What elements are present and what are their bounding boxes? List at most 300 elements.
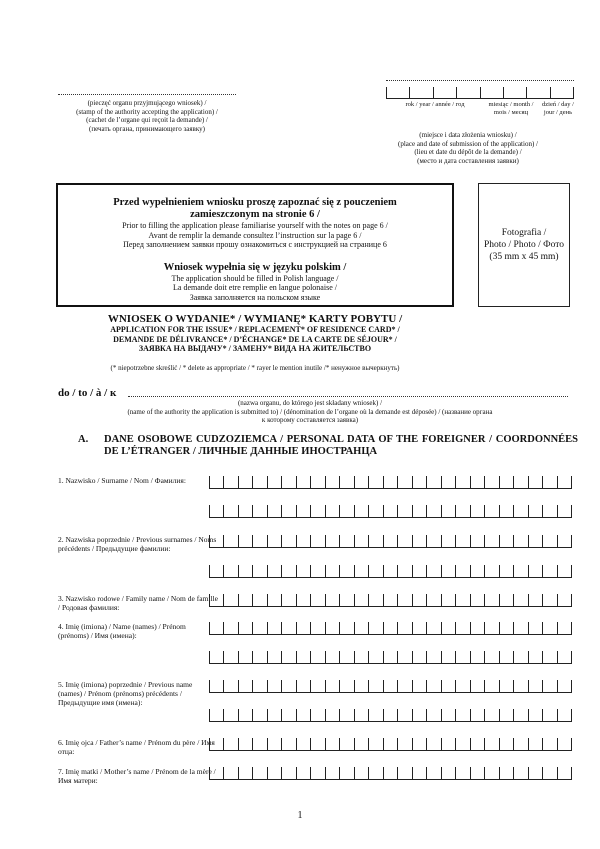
character-cell[interactable]	[383, 680, 397, 693]
character-cell[interactable]	[383, 505, 397, 518]
character-cell[interactable]	[499, 535, 513, 548]
character-cell[interactable]	[281, 622, 295, 635]
character-cell[interactable]	[281, 738, 295, 751]
character-cell[interactable]	[209, 680, 223, 693]
character-cell[interactable]	[252, 505, 266, 518]
addressee-input-line[interactable]	[128, 396, 568, 397]
character-cell[interactable]	[238, 738, 252, 751]
character-cell[interactable]	[499, 709, 513, 722]
character-cell[interactable]	[397, 565, 411, 578]
character-cell[interactable]	[209, 505, 223, 518]
character-cell[interactable]	[455, 767, 469, 780]
previous-names-grid-row-1[interactable]	[209, 680, 572, 693]
character-cell[interactable]	[325, 709, 339, 722]
character-cell[interactable]	[455, 535, 469, 548]
character-cell[interactable]	[209, 476, 223, 489]
character-cell[interactable]	[455, 709, 469, 722]
character-cell[interactable]	[397, 680, 411, 693]
character-cell[interactable]	[267, 767, 281, 780]
character-cell[interactable]	[513, 535, 527, 548]
character-cell[interactable]	[252, 594, 266, 607]
character-cell[interactable]	[325, 505, 339, 518]
character-cell[interactable]	[281, 767, 295, 780]
character-cell[interactable]	[528, 505, 542, 518]
character-cell[interactable]	[368, 709, 382, 722]
character-cell[interactable]	[528, 622, 542, 635]
character-cell[interactable]	[252, 622, 266, 635]
character-cell[interactable]	[557, 505, 572, 518]
character-cell[interactable]	[354, 476, 368, 489]
place-line[interactable]	[386, 80, 574, 81]
character-cell[interactable]	[339, 738, 353, 751]
character-cell[interactable]	[528, 565, 542, 578]
character-cell[interactable]	[296, 767, 310, 780]
character-cell[interactable]	[484, 535, 498, 548]
character-cell[interactable]	[383, 767, 397, 780]
character-cell[interactable]	[310, 680, 324, 693]
character-cell[interactable]	[209, 535, 223, 548]
character-cell[interactable]	[281, 709, 295, 722]
character-cell[interactable]	[470, 680, 484, 693]
character-cell[interactable]	[470, 565, 484, 578]
character-cell[interactable]	[557, 709, 572, 722]
character-cell[interactable]	[513, 767, 527, 780]
character-cell[interactable]	[542, 709, 556, 722]
character-cell[interactable]	[368, 565, 382, 578]
character-cell[interactable]	[455, 476, 469, 489]
year-digit-box[interactable]	[433, 87, 456, 99]
character-cell[interactable]	[339, 709, 353, 722]
character-cell[interactable]	[542, 565, 556, 578]
character-cell[interactable]	[354, 709, 368, 722]
character-cell[interactable]	[252, 680, 266, 693]
character-cell[interactable]	[296, 651, 310, 664]
character-cell[interactable]	[528, 476, 542, 489]
character-cell[interactable]	[426, 565, 440, 578]
character-cell[interactable]	[383, 565, 397, 578]
character-cell[interactable]	[223, 476, 237, 489]
character-cell[interactable]	[542, 651, 556, 664]
character-cell[interactable]	[470, 767, 484, 780]
character-cell[interactable]	[513, 680, 527, 693]
character-cell[interactable]	[209, 651, 223, 664]
character-cell[interactable]	[310, 535, 324, 548]
day-digit-box[interactable]	[526, 87, 549, 99]
character-cell[interactable]	[325, 535, 339, 548]
character-cell[interactable]	[238, 476, 252, 489]
character-cell[interactable]	[339, 535, 353, 548]
year-digit-box[interactable]	[456, 87, 479, 99]
character-cell[interactable]	[267, 476, 281, 489]
character-cell[interactable]	[383, 535, 397, 548]
surname-grid-row-2[interactable]	[209, 505, 572, 518]
character-cell[interactable]	[557, 738, 572, 751]
character-cell[interactable]	[223, 738, 237, 751]
character-cell[interactable]	[238, 680, 252, 693]
character-cell[interactable]	[223, 505, 237, 518]
character-cell[interactable]	[325, 476, 339, 489]
character-cell[interactable]	[325, 738, 339, 751]
character-cell[interactable]	[441, 680, 455, 693]
field-label-father-name: 6. Imię ojca / Father’s name / Prénom du père / Имя отца:	[58, 738, 215, 756]
character-cell[interactable]	[484, 738, 498, 751]
character-cell[interactable]	[325, 594, 339, 607]
character-cell[interactable]	[310, 738, 324, 751]
character-cell[interactable]	[281, 476, 295, 489]
surname-grid-row-1[interactable]	[209, 476, 572, 489]
character-cell[interactable]	[296, 565, 310, 578]
day-digit-box[interactable]	[550, 87, 574, 99]
character-cell[interactable]	[484, 651, 498, 664]
character-cell[interactable]	[426, 594, 440, 607]
character-cell[interactable]	[412, 651, 426, 664]
character-cell[interactable]	[281, 651, 295, 664]
character-cell[interactable]	[252, 476, 266, 489]
character-cell[interactable]	[383, 651, 397, 664]
character-cell[interactable]	[296, 476, 310, 489]
character-cell[interactable]	[267, 565, 281, 578]
character-cell[interactable]	[267, 651, 281, 664]
character-cell[interactable]	[209, 767, 223, 780]
character-cell[interactable]	[325, 767, 339, 780]
character-cell[interactable]	[238, 505, 252, 518]
character-cell[interactable]	[412, 622, 426, 635]
character-cell[interactable]	[325, 651, 339, 664]
character-cell[interactable]	[267, 505, 281, 518]
character-cell[interactable]	[339, 680, 353, 693]
character-cell[interactable]	[412, 709, 426, 722]
character-cell[interactable]	[281, 535, 295, 548]
character-cell[interactable]	[281, 680, 295, 693]
character-cell[interactable]	[339, 505, 353, 518]
character-cell[interactable]	[441, 767, 455, 780]
character-cell[interactable]	[296, 680, 310, 693]
character-cell[interactable]	[368, 738, 382, 751]
character-cell[interactable]	[470, 709, 484, 722]
character-cell[interactable]	[223, 594, 237, 607]
character-cell[interactable]	[412, 535, 426, 548]
character-cell[interactable]	[368, 594, 382, 607]
character-cell[interactable]	[557, 651, 572, 664]
character-cell[interactable]	[412, 505, 426, 518]
character-cell[interactable]	[310, 594, 324, 607]
character-cell[interactable]	[310, 476, 324, 489]
character-cell[interactable]	[499, 767, 513, 780]
character-cell[interactable]	[238, 709, 252, 722]
character-cell[interactable]	[499, 622, 513, 635]
character-cell[interactable]	[557, 680, 572, 693]
character-cell[interactable]	[209, 709, 223, 722]
character-cell[interactable]	[528, 767, 542, 780]
character-cell[interactable]	[557, 565, 572, 578]
date-boxes[interactable]	[386, 87, 574, 99]
character-cell[interactable]	[310, 767, 324, 780]
character-cell[interactable]	[470, 476, 484, 489]
character-cell[interactable]	[310, 709, 324, 722]
character-cell[interactable]	[296, 505, 310, 518]
character-cell[interactable]	[455, 738, 469, 751]
character-cell[interactable]	[354, 505, 368, 518]
character-cell[interactable]	[499, 738, 513, 751]
mother-name-grid-row[interactable]	[209, 767, 572, 780]
character-cell[interactable]	[441, 476, 455, 489]
character-cell[interactable]	[339, 594, 353, 607]
character-cell[interactable]	[513, 594, 527, 607]
character-cell[interactable]	[499, 565, 513, 578]
character-cell[interactable]	[426, 680, 440, 693]
character-cell[interactable]	[339, 767, 353, 780]
previous-names-grid-row-2[interactable]	[209, 709, 572, 722]
character-cell[interactable]	[484, 594, 498, 607]
character-cell[interactable]	[528, 738, 542, 751]
character-cell[interactable]	[223, 535, 237, 548]
character-cell[interactable]	[354, 767, 368, 780]
family-name-grid-row[interactable]	[209, 594, 572, 607]
character-cell[interactable]	[542, 505, 556, 518]
character-cell[interactable]	[310, 505, 324, 518]
character-cell[interactable]	[513, 565, 527, 578]
character-cell[interactable]	[238, 565, 252, 578]
character-cell[interactable]	[252, 535, 266, 548]
character-cell[interactable]	[528, 651, 542, 664]
character-cell[interactable]	[368, 767, 382, 780]
character-cell[interactable]	[223, 622, 237, 635]
character-cell[interactable]	[397, 767, 411, 780]
character-cell[interactable]	[484, 505, 498, 518]
character-cell[interactable]	[470, 535, 484, 548]
character-cell[interactable]	[455, 680, 469, 693]
character-cell[interactable]	[209, 565, 223, 578]
character-cell[interactable]	[513, 709, 527, 722]
character-cell[interactable]	[281, 505, 295, 518]
character-cell[interactable]	[252, 738, 266, 751]
character-cell[interactable]	[354, 622, 368, 635]
names-grid-row-1[interactable]	[209, 622, 572, 635]
character-cell[interactable]	[484, 565, 498, 578]
character-cell[interactable]	[513, 476, 527, 489]
character-cell[interactable]	[325, 622, 339, 635]
character-cell[interactable]	[281, 594, 295, 607]
character-cell[interactable]	[470, 594, 484, 607]
year-digit-box[interactable]	[409, 87, 432, 99]
character-cell[interactable]	[470, 505, 484, 518]
character-cell[interactable]	[455, 505, 469, 518]
character-cell[interactable]	[310, 565, 324, 578]
character-cell[interactable]	[557, 594, 572, 607]
character-cell[interactable]	[209, 594, 223, 607]
character-cell[interactable]	[223, 565, 237, 578]
character-cell[interactable]	[238, 767, 252, 780]
character-cell[interactable]	[441, 535, 455, 548]
character-cell[interactable]	[441, 622, 455, 635]
character-cell[interactable]	[325, 565, 339, 578]
character-cell[interactable]	[557, 767, 572, 780]
character-cell[interactable]	[484, 709, 498, 722]
character-cell[interactable]	[383, 476, 397, 489]
character-cell[interactable]	[354, 738, 368, 751]
character-cell[interactable]	[383, 709, 397, 722]
character-cell[interactable]	[238, 622, 252, 635]
character-cell[interactable]	[412, 738, 426, 751]
character-cell[interactable]	[223, 709, 237, 722]
character-cell[interactable]	[223, 767, 237, 780]
character-cell[interactable]	[412, 680, 426, 693]
character-cell[interactable]	[441, 738, 455, 751]
names-grid-row-2[interactable]	[209, 651, 572, 664]
character-cell[interactable]	[296, 622, 310, 635]
character-cell[interactable]	[368, 622, 382, 635]
character-cell[interactable]	[528, 594, 542, 607]
character-cell[interactable]	[455, 622, 469, 635]
character-cell[interactable]	[397, 622, 411, 635]
character-cell[interactable]	[426, 738, 440, 751]
father-name-grid-row[interactable]	[209, 738, 572, 751]
character-cell[interactable]	[368, 651, 382, 664]
character-cell[interactable]	[368, 505, 382, 518]
character-cell[interactable]	[528, 680, 542, 693]
character-cell[interactable]	[296, 738, 310, 751]
character-cell[interactable]	[557, 535, 572, 548]
field-label-family-name: 3. Nazwisko rodowe / Family name / Nom de famille / Родовая фамилия:	[58, 594, 218, 612]
character-cell[interactable]	[470, 738, 484, 751]
character-cell[interactable]	[252, 767, 266, 780]
month-digit-box[interactable]	[503, 87, 526, 99]
character-cell[interactable]	[310, 622, 324, 635]
character-cell[interactable]	[542, 476, 556, 489]
character-cell[interactable]	[426, 505, 440, 518]
character-cell[interactable]	[252, 709, 266, 722]
character-cell[interactable]	[455, 594, 469, 607]
character-cell[interactable]	[412, 476, 426, 489]
character-cell[interactable]	[397, 535, 411, 548]
character-cell[interactable]	[339, 651, 353, 664]
character-cell[interactable]	[513, 622, 527, 635]
character-cell[interactable]	[252, 651, 266, 664]
character-cell[interactable]	[383, 594, 397, 607]
character-cell[interactable]	[441, 565, 455, 578]
previous-surnames-grid-row-2[interactable]	[209, 565, 572, 578]
character-cell[interactable]	[281, 565, 295, 578]
character-cell[interactable]	[412, 594, 426, 607]
character-cell[interactable]	[296, 594, 310, 607]
character-cell[interactable]	[557, 622, 572, 635]
character-cell[interactable]	[354, 535, 368, 548]
character-cell[interactable]	[426, 476, 440, 489]
character-cell[interactable]	[542, 594, 556, 607]
character-cell[interactable]	[209, 738, 223, 751]
character-cell[interactable]	[426, 651, 440, 664]
character-cell[interactable]	[339, 622, 353, 635]
character-cell[interactable]	[325, 680, 339, 693]
character-cell[interactable]	[397, 651, 411, 664]
character-cell[interactable]	[238, 535, 252, 548]
character-cell[interactable]	[542, 535, 556, 548]
character-cell[interactable]	[412, 767, 426, 780]
character-cell[interactable]	[528, 709, 542, 722]
character-cell[interactable]	[310, 651, 324, 664]
character-cell[interactable]	[484, 476, 498, 489]
character-cell[interactable]	[354, 594, 368, 607]
character-cell[interactable]	[542, 738, 556, 751]
character-cell[interactable]	[354, 680, 368, 693]
character-cell[interactable]	[513, 505, 527, 518]
character-cell[interactable]	[513, 738, 527, 751]
character-cell[interactable]	[542, 680, 556, 693]
character-cell[interactable]	[267, 622, 281, 635]
character-cell[interactable]	[267, 594, 281, 607]
character-cell[interactable]	[441, 594, 455, 607]
character-cell[interactable]	[441, 709, 455, 722]
character-cell[interactable]	[455, 651, 469, 664]
character-cell[interactable]	[296, 535, 310, 548]
previous-surnames-grid-row-1[interactable]	[209, 535, 572, 548]
character-cell[interactable]	[252, 565, 266, 578]
character-cell[interactable]	[426, 709, 440, 722]
character-cell[interactable]	[339, 565, 353, 578]
character-cell[interactable]	[499, 505, 513, 518]
character-cell[interactable]	[426, 767, 440, 780]
character-cell[interactable]	[354, 565, 368, 578]
character-cell[interactable]	[426, 622, 440, 635]
character-cell[interactable]	[383, 622, 397, 635]
character-cell[interactable]	[412, 565, 426, 578]
character-cell[interactable]	[267, 709, 281, 722]
character-cell[interactable]	[296, 709, 310, 722]
character-cell[interactable]	[368, 680, 382, 693]
month-digit-box[interactable]	[480, 87, 503, 99]
character-cell[interactable]	[542, 767, 556, 780]
character-cell[interactable]	[368, 476, 382, 489]
year-digit-box[interactable]	[386, 87, 409, 99]
character-cell[interactable]	[368, 535, 382, 548]
character-cell[interactable]	[397, 738, 411, 751]
character-cell[interactable]	[513, 651, 527, 664]
character-cell[interactable]	[397, 709, 411, 722]
character-cell[interactable]	[267, 738, 281, 751]
character-cell[interactable]	[470, 651, 484, 664]
character-cell[interactable]	[397, 476, 411, 489]
character-cell[interactable]	[557, 476, 572, 489]
character-cell[interactable]	[484, 767, 498, 780]
character-cell[interactable]	[397, 505, 411, 518]
character-cell[interactable]	[223, 680, 237, 693]
character-cell[interactable]	[397, 594, 411, 607]
character-cell[interactable]	[238, 651, 252, 664]
character-cell[interactable]	[455, 565, 469, 578]
character-cell[interactable]	[209, 622, 223, 635]
character-cell[interactable]	[426, 535, 440, 548]
character-cell[interactable]	[499, 651, 513, 664]
character-cell[interactable]	[484, 622, 498, 635]
character-cell[interactable]	[528, 535, 542, 548]
character-cell[interactable]	[238, 594, 252, 607]
character-cell[interactable]	[354, 651, 368, 664]
character-cell[interactable]	[470, 622, 484, 635]
character-cell[interactable]	[383, 738, 397, 751]
character-cell[interactable]	[499, 476, 513, 489]
character-cell[interactable]	[484, 680, 498, 693]
character-cell[interactable]	[542, 622, 556, 635]
character-cell[interactable]	[441, 651, 455, 664]
character-cell[interactable]	[223, 651, 237, 664]
character-cell[interactable]	[499, 594, 513, 607]
character-cell[interactable]	[267, 535, 281, 548]
character-cell[interactable]	[499, 680, 513, 693]
character-cell[interactable]	[339, 476, 353, 489]
character-cell[interactable]	[267, 680, 281, 693]
character-cell[interactable]	[441, 505, 455, 518]
photo-placeholder[interactable]	[478, 183, 570, 307]
